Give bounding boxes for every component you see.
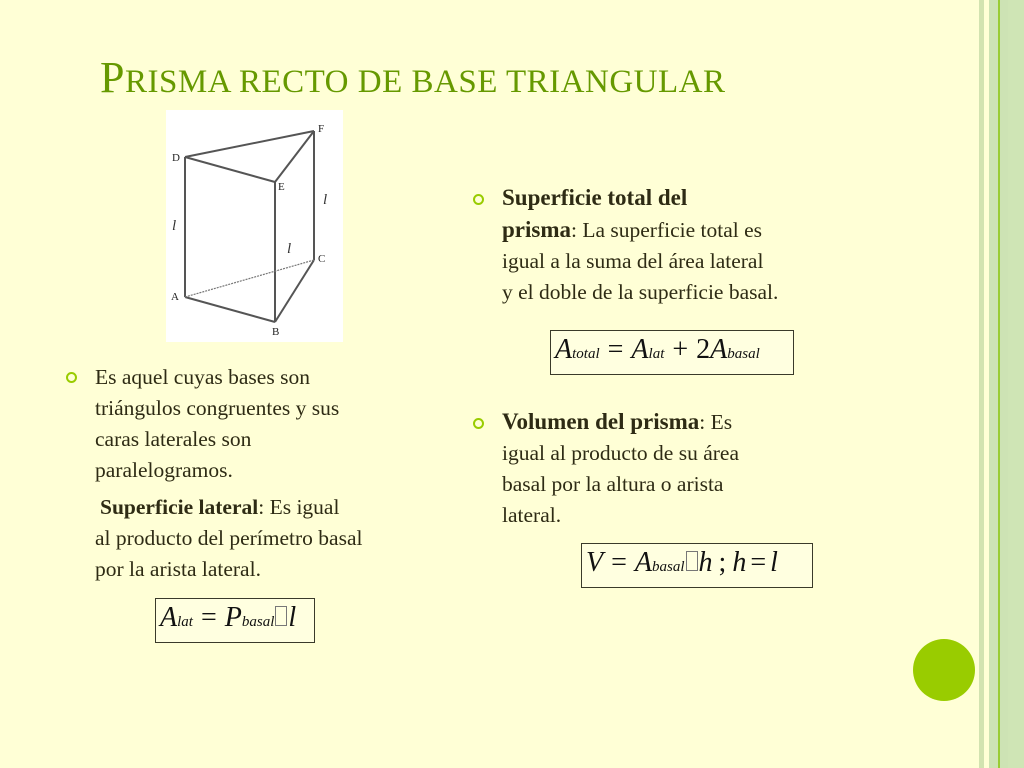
volume-paragraph — [502, 406, 892, 531]
symbol: A — [631, 334, 649, 365]
symbol: A — [634, 547, 653, 578]
decor-stripe-1 — [979, 0, 984, 768]
missing-glyph-icon — [275, 606, 287, 626]
operator: = — [611, 547, 627, 578]
text-line: basal por la altura o arista — [502, 472, 724, 496]
formula-lateral-area — [155, 598, 315, 643]
symbol: l — [770, 547, 778, 578]
text-line: triángulos congruentes y sus — [95, 396, 340, 420]
text-span: : Es igual — [258, 495, 340, 519]
symbol: A — [555, 334, 573, 365]
subscript: total — [572, 346, 600, 362]
subscript: basal — [652, 559, 685, 575]
symbol: h — [698, 547, 713, 578]
svg-text:l: l — [287, 241, 292, 257]
total-surface-paragraph — [502, 182, 892, 308]
text-line: por la arista lateral. — [95, 557, 261, 581]
svg-text:l: l — [172, 218, 177, 234]
decor-stripe-2 — [989, 0, 998, 768]
subscript: basal — [727, 346, 760, 362]
text-line: al producto del perímetro basal — [95, 526, 363, 550]
text-span: : Es — [699, 410, 733, 434]
decor-circle — [913, 639, 975, 701]
decor-stripe-3 — [1000, 0, 1008, 768]
separator: ; — [718, 547, 727, 578]
text-line: igual al producto de su área — [502, 441, 740, 465]
operator: + — [672, 334, 689, 365]
subscript: basal — [241, 614, 275, 630]
coefficient: 2 — [696, 334, 711, 365]
svg-text:D: D — [172, 152, 180, 164]
symbol: l — [288, 602, 297, 633]
total-heading-cont: prisma — [502, 217, 571, 242]
svg-text:B: B — [272, 326, 280, 338]
bullet-icon — [473, 418, 484, 429]
lateral-heading: Superficie lateral — [100, 495, 259, 519]
definition-paragraph — [95, 362, 465, 585]
volume-heading: Volumen del prisma — [502, 409, 700, 434]
formula-volume — [581, 543, 813, 588]
text-span: : La superficie total es — [571, 218, 763, 242]
heading-line — [502, 214, 892, 246]
symbol: P — [224, 602, 242, 633]
symbol: V — [586, 547, 604, 578]
symbol: A — [710, 334, 728, 365]
operator: = — [750, 547, 767, 578]
bullet-icon — [66, 372, 77, 383]
svg-text:l: l — [323, 192, 328, 208]
heading-line — [502, 182, 892, 214]
svg-text:F: F — [318, 123, 325, 135]
svg-text:E: E — [278, 181, 285, 193]
bullet-icon — [473, 194, 484, 205]
text-line: igual a la suma del área lateral — [502, 249, 764, 273]
text-line: y el doble de la superficie basal. — [502, 280, 779, 304]
text-line: caras laterales son — [95, 427, 252, 451]
text-line: lateral. — [502, 503, 562, 527]
symbol: h — [732, 547, 747, 578]
title-initial: P — [100, 53, 125, 102]
operator: = — [607, 334, 624, 365]
heading-line — [502, 406, 892, 438]
missing-glyph-icon — [686, 551, 698, 571]
text-line: paralelogramos. — [95, 458, 233, 482]
lateral-heading-line — [95, 492, 465, 523]
symbol: A — [160, 602, 178, 633]
svg-text:C: C — [318, 253, 326, 265]
formula-total-area — [550, 330, 794, 375]
subscript: lat — [177, 614, 193, 630]
operator: = — [200, 602, 217, 633]
text-line: Es aquel cuyas bases son — [95, 365, 310, 389]
prism-diagram — [166, 110, 343, 342]
svg-text:A: A — [171, 291, 179, 303]
total-heading: Superficie total del — [502, 185, 688, 210]
prism-drawing — [166, 110, 343, 342]
decor-stripe-4 — [1008, 0, 1024, 768]
slide-title — [100, 52, 726, 108]
title-rest: RISMA RECTO DE BASE TRIANGULAR — [124, 64, 726, 100]
subscript: lat — [648, 346, 665, 362]
